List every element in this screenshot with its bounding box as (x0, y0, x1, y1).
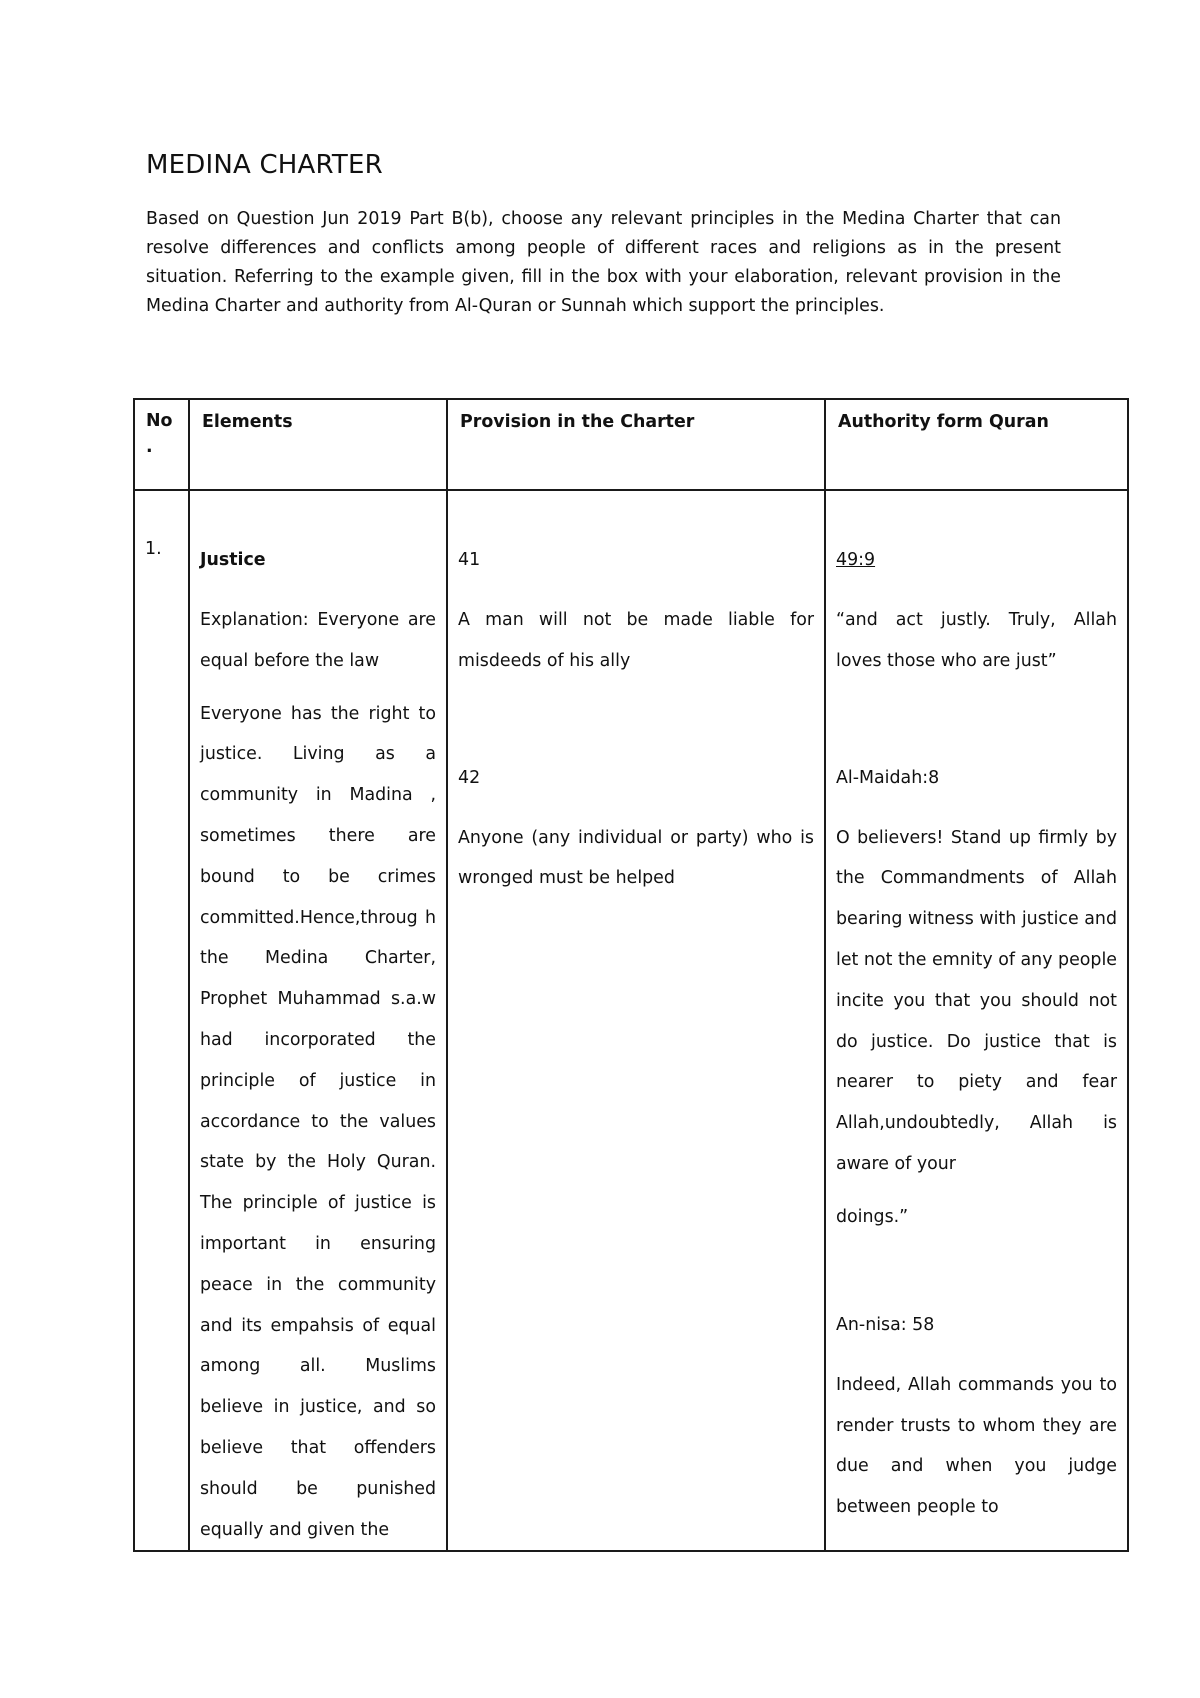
authority-text-an-nisa: Indeed, Allah commands you to render trusts to whom they are due and when you judge between people to (836, 1374, 1117, 1518)
authority-ref-an-nisa: An-nisa: 58 (836, 1314, 935, 1335)
table-header-row (134, 399, 1128, 490)
authority-text-al-maidah: O believers! Stand up firmly by the Commandments of Allah bearing witness with justice and let not the emnity of any people incite you that you should not do justice. Do justice that is nearer to piety and fear Allah,undoubtedly, Allah is aware of your (836, 827, 1117, 1174)
elements-cell (189, 490, 447, 1551)
authority-ref-49-9: 49:9 (836, 550, 876, 570)
header-provision: Provision in the Charter (460, 412, 695, 432)
row-number: 1. (145, 539, 162, 559)
authority-cell (825, 490, 1128, 1551)
charter-table (133, 398, 1129, 1552)
header-provision-cell (447, 399, 825, 490)
provision-text-41: A man will not be made liable for misdeeds of his ally (458, 610, 814, 671)
element-body: Everyone has the right to justice. Living as a community in Madina , sometimes there are bound to be crimes committed.Hence,throug h the Medina Charter, Prophet Muhammad s.a.w had incorporated the principle of justice in accordance to the values state by the Holy Quran. The principle of justice is important in ensuring peace in the community and its empahsis of equal among all. Muslims believe in justice, and so believe that offenders should be punished equally and given the (200, 703, 436, 1540)
header-authority: Authority form Quran (838, 412, 1049, 432)
authority-text-al-maidah-tail: doings.” (836, 1206, 909, 1227)
header-elements: Elements (202, 412, 293, 432)
header-no-cell (134, 399, 189, 490)
row-no-cell (134, 490, 189, 1551)
intro-paragraph: Based on Question Jun 2019 Part B(b), choose any relevant principles in the Medina Charter that can resolve differences and conflicts among people of different races and religions as in the present situation. Referring to the example given, fill in the box with your elaboration, relevant provision in the Medina Charter and authority from Al-Quran or Sunnah which support the principles. (146, 209, 1061, 316)
provision-text-42: Anyone (any individual or party) who is wronged must be helped (458, 827, 814, 889)
header-no: No . (146, 411, 173, 457)
element-title: Justice (200, 550, 266, 570)
provision-number-42: 42 (458, 767, 481, 788)
provision-number-41: 41 (458, 550, 481, 570)
authority-ref-al-maidah: Al-Maidah:8 (836, 767, 940, 788)
provision-cell (447, 490, 825, 1551)
authority-text-49-9: “and act justly. Truly, Allah loves those who are just” (836, 610, 1117, 671)
table-row (134, 490, 1128, 1551)
document-title: MEDINA CHARTER (146, 150, 383, 180)
header-authority-cell (825, 399, 1128, 490)
element-explanation: Explanation: Everyone are equal before the law (200, 610, 436, 671)
header-elements-cell (189, 399, 447, 490)
